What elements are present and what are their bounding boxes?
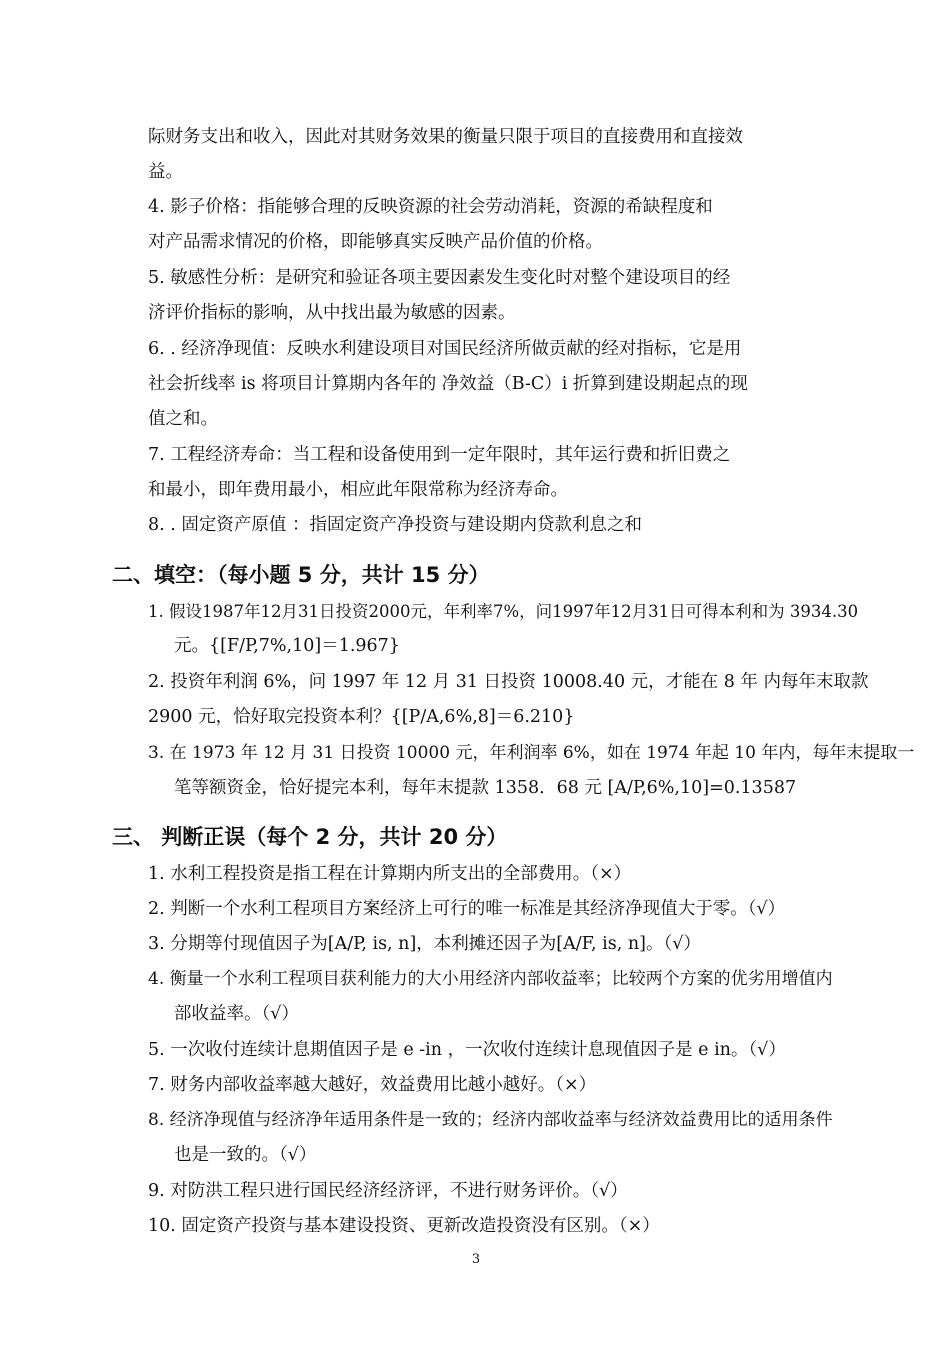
text-line: 2. 判断一个水利工程项目方案经济上可行的唯一标准是其经济净现值大于零。（√） [148,899,786,919]
text-line: 值之和。 [148,409,218,429]
text-line: 1. 假设1987年12月31日投资2000元，年利率7%，问1997年12月31日可得本利和为 3934.30 [148,602,859,621]
section-heading: 二、填空：（每小题 5 分，共计 15 分） [112,563,490,587]
text-line: 6. . 经济净现值：反映水利建设项目对国民经济所做贡献的经对指标，它是用 [148,339,742,359]
text-line: 5. 一次收付连续计息期值因子是 e -in ，一次收付连续计息现值因子是 e in。（√） [148,1040,786,1060]
text-line: 7. 工程经济寿命：当工程和设备使用到一定年限时，其年运行费和折旧费之 [148,445,731,465]
text-line: 济评价指标的影响，从中找出最为敏感的因素。 [148,303,516,323]
text-line: 也是一致的。（√） [174,1145,317,1165]
page-number: 3 [471,1252,481,1267]
text-line: 5. 敏感性分析：是研究和验证各项主要因素发生变化时对整个建设项目的经 [148,268,731,288]
text-line: 3. 在 1973 年 12 月 31 日投资 10000 元，年利润率 6%，如在 1974 年起 10 年内，每年末提取一 [148,743,915,763]
text-line: 8. 经济净现值与经济净年适用条件是一致的；经济内部收益率与经济效益费用比的适用条件 [148,1110,833,1130]
text-line: 4. 影子价格：指能够合理的反映资源的社会劳动消耗，资源的希缺程度和 [148,197,713,217]
text-line: 对产品需求情况的价格，即能够真实反映产品价值的价格。 [148,232,603,252]
text-line: 和最小，即年费用最小，相应此年限常称为经济寿命。 [148,480,568,500]
text-line: 2. 投资年利润 6%，问 1997 年 12 月 31 日投资 10008.40 元，才能在 8 年 内每年末取款 [148,672,869,692]
text-line: 4. 衡量一个水利工程项目获利能力的大小用经济内部收益率；比较两个方案的优劣用增值内 [148,969,833,989]
text-line: 部收益率。（√） [174,1004,299,1024]
section-heading: 三、 判断正误（每个 2 分，共计 20 分） [112,825,508,849]
text-line: 3. 分期等付现值因子为[A/P, is, n]，本利摊还因子为[A/F, is, n]。（√） [148,934,701,954]
text-line: 元。{[F/P,7%,10]＝1.967} [174,636,400,656]
text-line: 2900 元，恰好取完投资本利？{[P/A,6%,8]＝6.210} [148,707,575,727]
text-line: 8. . 固定资产原值 ：指固定资产净投资与建设期内贷款利息之和 [148,515,642,535]
text-line: 际财务支出和收入，因此对其财务效果的衡量只限于项目的直接费用和直接效 [148,127,743,147]
text-line: 社会折线率 is 将项目计算期内各年的 净效益（B-C）i 折算到建设期起点的现 [148,374,748,394]
text-line: 9. 对防洪工程只进行国民经济经济评，不进行财务评价。（√） [148,1181,628,1201]
text-line: 益。 [148,162,183,182]
text-line: 10. 固定资产投资与基本建设投资、更新改造投资没有区别。（×） [148,1216,660,1236]
text-line: 7. 财务内部收益率越大越好，效益费用比越小越好。（×） [148,1075,597,1095]
text-line: 笔等额资金，恰好提完本利，每年末提款 1358．68 元 [A/P,6%,10]=0.13587 [174,778,797,798]
text-line: 1. 水利工程投资是指工程在计算期内所支出的全部费用。（×） [148,864,632,884]
